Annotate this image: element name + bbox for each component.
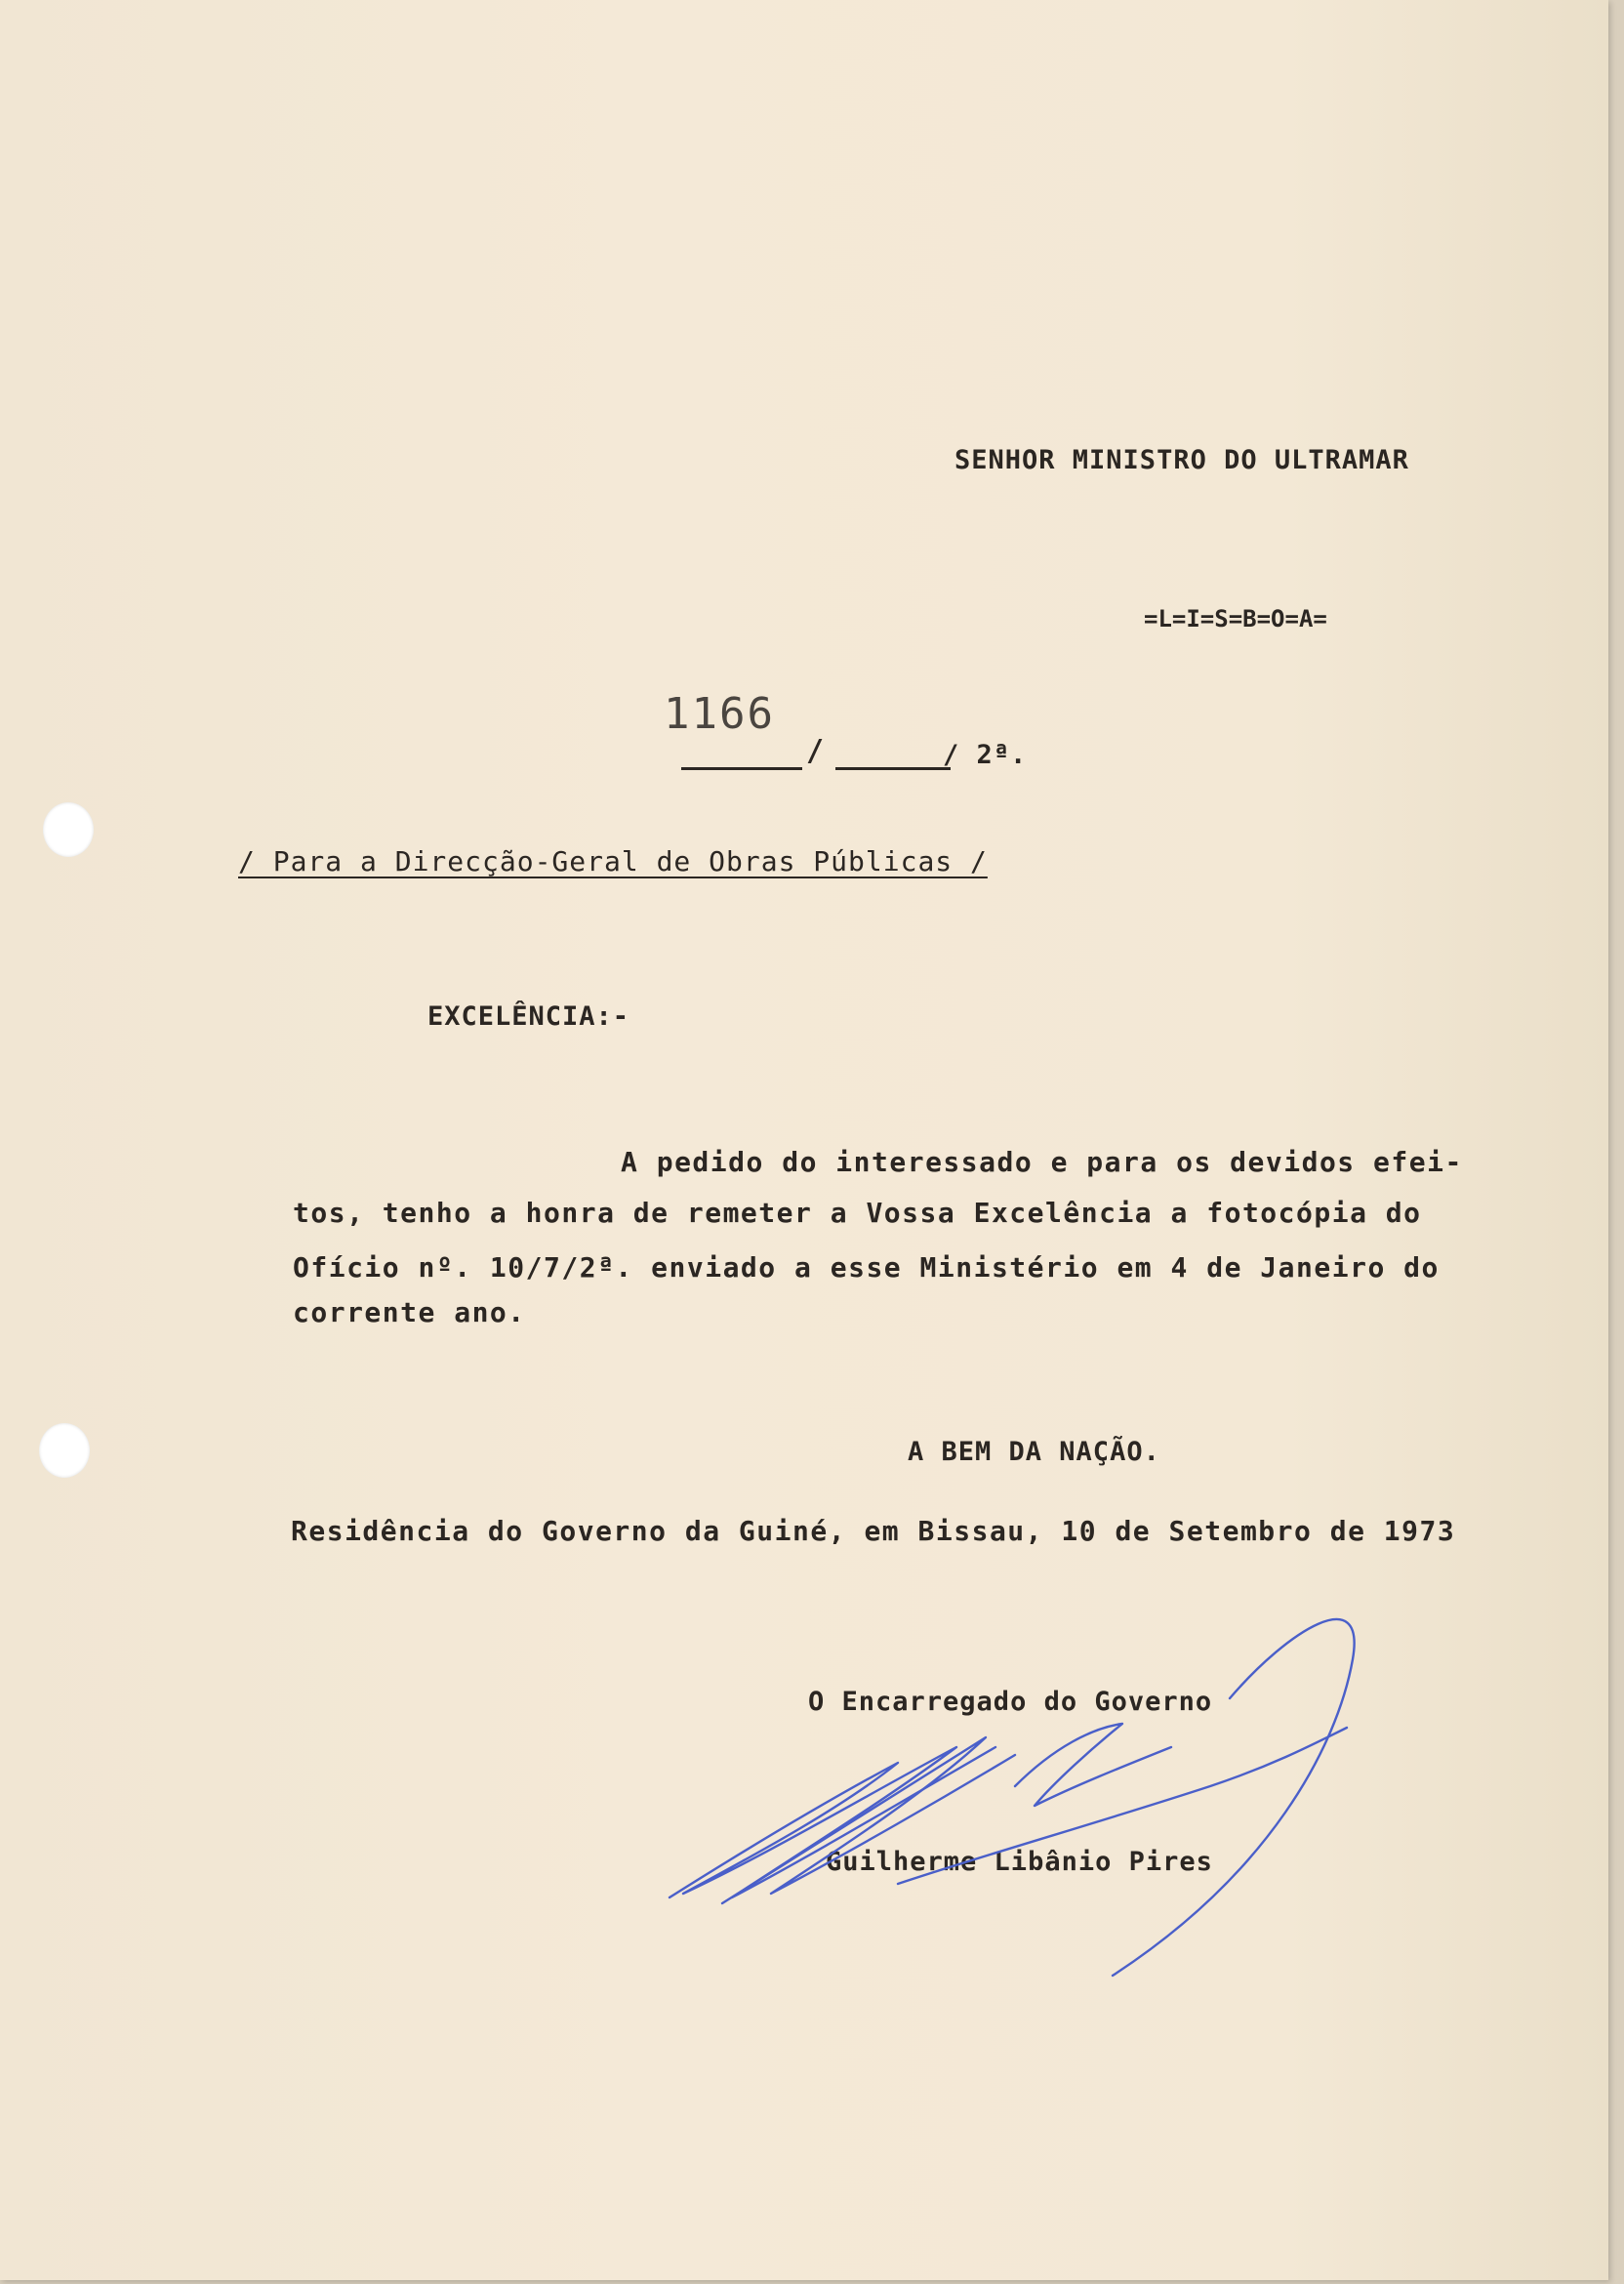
body-line-3: Ofício nº. 10/7/2ª. enviado a esse Ministério em 4 de Janeiro do — [293, 1251, 1440, 1284]
reference-number: 1166 — [664, 689, 775, 739]
punch-hole-bottom — [39, 1423, 90, 1478]
handwritten-signature — [664, 1601, 1386, 2011]
reference-suffix: / 2ª. — [943, 740, 1028, 770]
reference-blank-1 — [681, 767, 802, 770]
addressee-line: SENHOR MINISTRO DO ULTRAMAR — [954, 445, 1409, 475]
reference-slash-1: / — [806, 734, 825, 768]
closing-formula: A BEM DA NAÇÃO. — [908, 1437, 1160, 1467]
salutation: EXCELÊNCIA:- — [427, 1001, 630, 1032]
signatory-name: Guilherme Libânio Pires — [826, 1847, 1213, 1877]
body-line-2: tos, tenho a honra de remeter a Vossa Excelência a fotocópia do — [293, 1197, 1422, 1229]
subject-line: / Para a Direcção-Geral de Obras Públicas / — [238, 845, 988, 877]
place-and-date: Residência do Governo da Guiné, em Bissau, 10 de Setembro de 1973 — [291, 1515, 1456, 1547]
body-line-1: A pedido do interessado e para os devidos efei- — [621, 1146, 1463, 1178]
punch-hole-top — [43, 802, 94, 857]
signatory-title: O Encarregado do Governo — [808, 1687, 1213, 1717]
reference-blank-2 — [835, 767, 951, 770]
body-line-4: corrente ano. — [293, 1296, 526, 1328]
addressee-city: =L=I=S=B=O=A= — [1144, 605, 1327, 632]
